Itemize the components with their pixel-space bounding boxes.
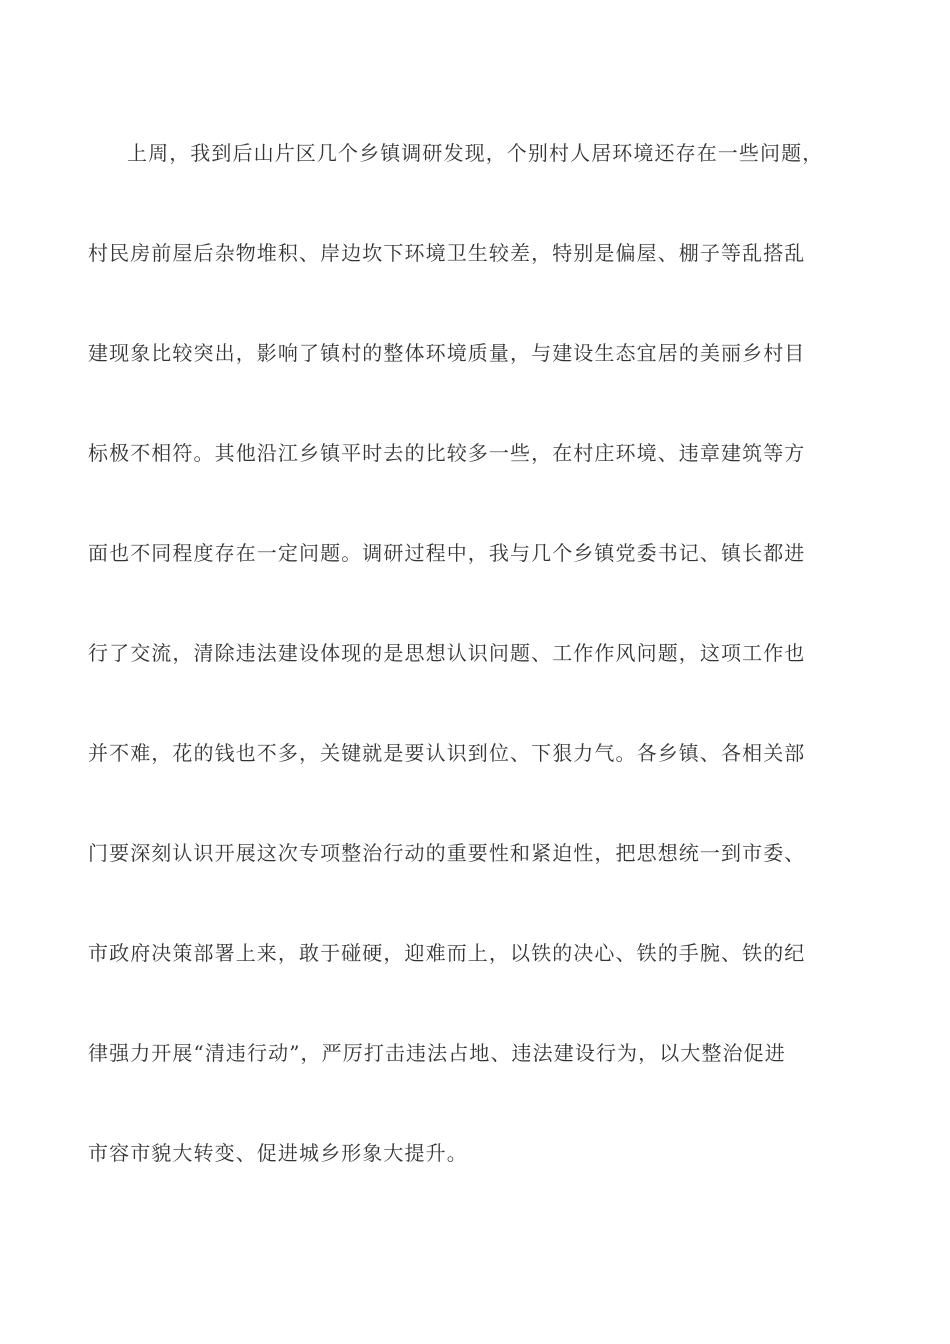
paragraph-line-9: 市政府决策部署上来，敢于碰硬，迎难而上，以铁的决心、铁的手腕、铁的纪 <box>88 941 806 965</box>
paragraph-line-11: 市容市貌大转变、促进城乡形象大提升。 <box>88 1141 468 1165</box>
body-paragraph <box>88 131 868 1231</box>
paragraph-line-6: 行了交流，清除违法建设体现的是思想认识问题、工作作风问题，这项工作也 <box>88 641 806 665</box>
paragraph-line-4: 标极不相符。其他沿江乡镇平时去的比较多一些，在村庄环境、违章建筑等方 <box>88 441 806 465</box>
paragraph-line-3: 建现象比较突出，影响了镇村的整体环境质量，与建设生态宜居的美丽乡村目 <box>88 341 806 365</box>
paragraph-line-2: 村民房前屋后杂物堆积、岸边坎下环境卫生较差，特别是偏屋、棚子等乱搭乱 <box>88 241 806 265</box>
paragraph-line-10: 律强力开展“清违行动”，严厉打击违法占地、违法建设行为，以大整治促进 <box>88 1041 786 1065</box>
paragraph-line-1: 上周，我到后山片区几个乡镇调研发现，个别村人居环境还存在一些问题， <box>127 141 824 165</box>
paragraph-line-7: 并不难，花的钱也不多，关键就是要认识到位、下狠力气。各乡镇、各相关部 <box>88 741 806 765</box>
paragraph-line-5: 面也不同程度存在一定问题。调研过程中，我与几个乡镇党委书记、镇长都进 <box>88 541 806 565</box>
paragraph-line-8: 门要深刻认识开展这次专项整治行动的重要性和紧迫性，把思想统一到市委、 <box>88 841 806 865</box>
